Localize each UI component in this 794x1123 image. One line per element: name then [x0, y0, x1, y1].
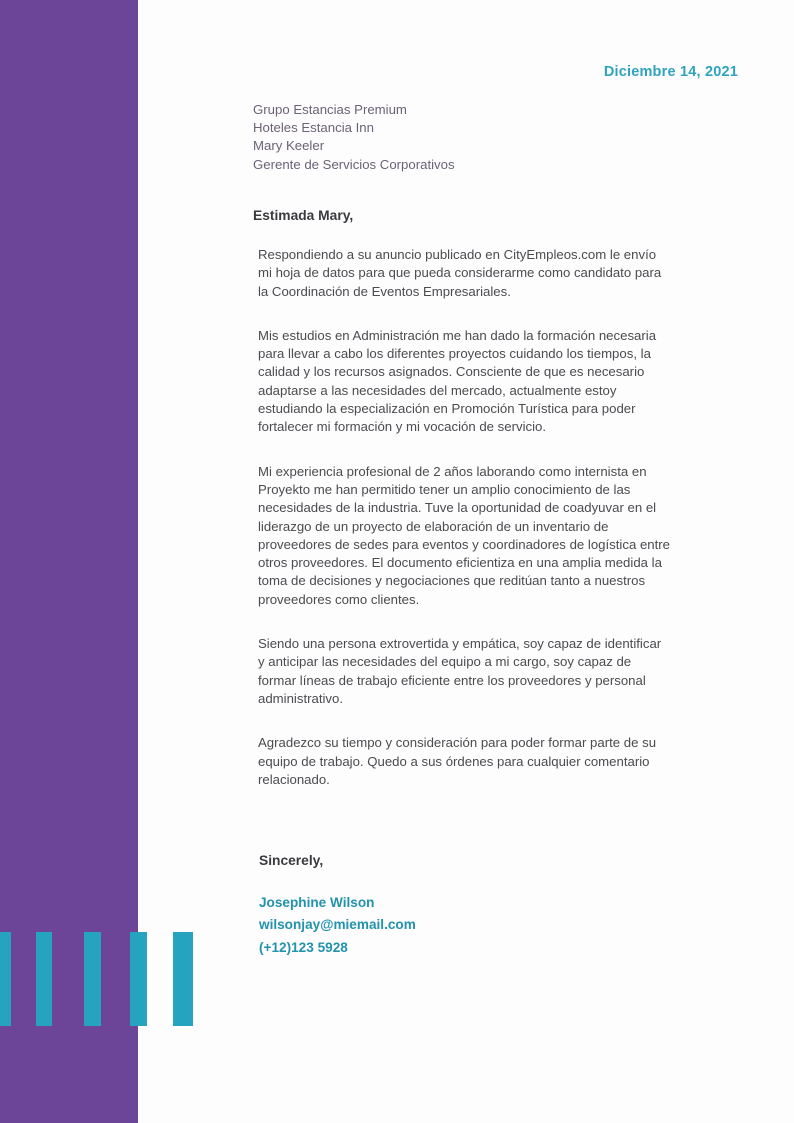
- letter-date: Diciembre 14, 2021: [603, 64, 738, 80]
- closing-phrase: Sincerely,: [259, 853, 324, 868]
- signer-phone[interactable]: (+12)123 5928: [259, 939, 348, 955]
- body-paragraph-2: Mis estudios en Administración me han dado la formación necesaria para llevar a cabo los diferentes proyectos cuidando los tiempos, la calidad y los recursos asignados. Consciente de que es necesario adaptarse a las necesidades del mercado, actualmente estoy estudiando la especialización en Promoción Turística para poder fortalecer mi formación y mi vocación de servicio.: [258, 327, 657, 435]
- recipient-address-block: [253, 101, 455, 174]
- recipient-title: Gerente de Servicios Corporativos: [253, 156, 455, 172]
- body-paragraph-3: Mi experiencia profesional de 2 años laborando como internista en Proyekto me han permitido tener un amplio conocimiento de las necesidades de la industria. Tuve la oportunidad de coadyuvar en el liderazgo de un proyecto de elaboración de un inventario de proveedores de sedes para eventos y coordinadores de logística entre otros proveedores. El documento eficientiza en una amplia medida la toma de decisiones y negociaciones que reditúan tanto a nuestros proveedores como clientes.: [258, 463, 670, 607]
- signature-block: [259, 892, 416, 959]
- signer-email[interactable]: wilsonjay@miemail.com: [259, 917, 416, 933]
- body-paragraph-1: Respondiendo a su anuncio publicado en CityEmpleos.com le envío mi hoja de datos para que pueda considerarme como candidato para la Coordinación de Eventos Empresariales.: [258, 247, 662, 299]
- salutation: Estimada Mary,: [253, 208, 354, 223]
- recipient-name: Mary Keeler: [253, 138, 325, 154]
- signer-name: Josephine Wilson: [259, 895, 375, 910]
- body-paragraph-4: Siendo una persona extrovertida y empática, soy capaz de identificar y anticipar las necesidades del equipo a mi cargo, soy capaz de formar líneas de trabajo eficiente entre los proveedores y personal administrativo.: [258, 636, 662, 706]
- recipient-company: Grupo Estancias Premium: [253, 102, 407, 117]
- letter-body: [258, 246, 670, 789]
- recipient-division: Hoteles Estancia Inn: [253, 120, 374, 136]
- body-paragraph-5: Agradezco su tiempo y consideración para poder formar parte de su equipo de trabajo. Quedo a sus órdenes para cualquier comentario relacionado.: [258, 735, 657, 787]
